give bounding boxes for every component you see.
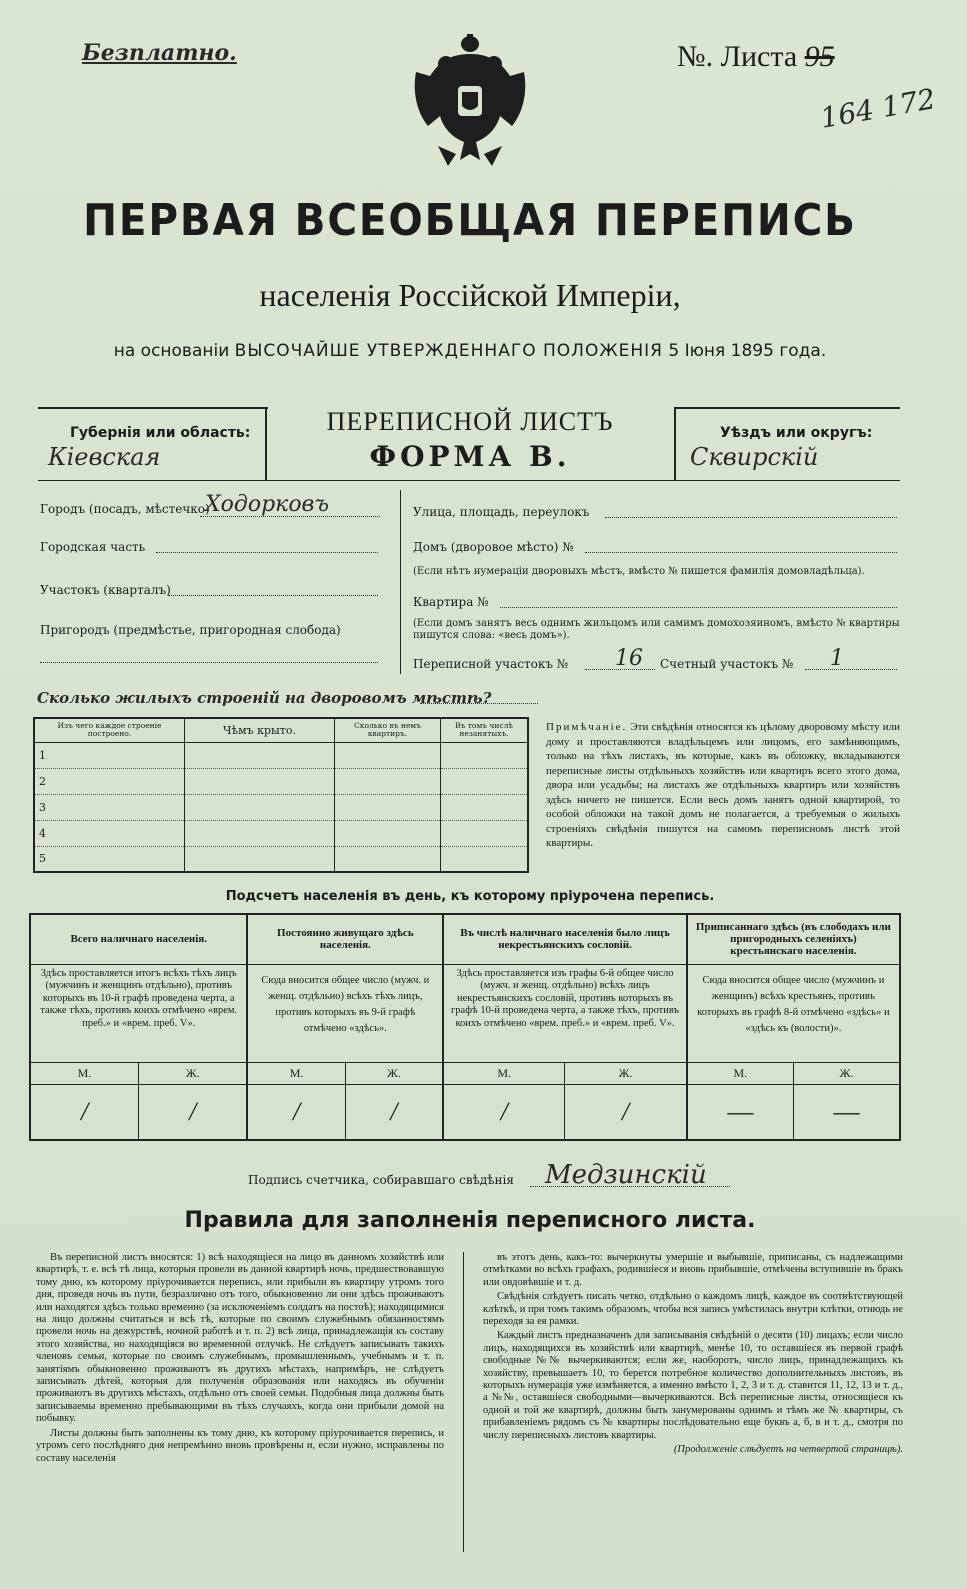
rules-paragraph: Листы должны быть заполнены къ тому дню, къ которому пріурочивается перепись, и утромъ сего послѣдняго дня непремѣнно вновь провѣрены и, если нужно, исправлены по составу населенія [36, 1427, 444, 1464]
sheet-number [677, 40, 835, 74]
buildings-row-number: 2 [34, 768, 185, 794]
rules-paragraph: Въ переписной листъ вносятся: 1) всѣ находящіеся на лицо въ данномъ хозяйствѣ или квартирѣ, т. е. всѣ тѣ лица, которыя провели въ данной квартирѣ ночь, предшествовавшую тому дню, къ которому пріурочивается перепись, или прибыли въ квартиру утромъ того дня, проведя ночь въ пути, безразлично отъ того, обыкновенно ли они здѣсь проживаютъ или находятся здѣсь только временно (за исключеніемъ солдатъ на постоѣ); находящимися на лицо должны считаться и всѣ тѣ, которые по своимъ служебнымъ обязанностямъ провели ночь на дежурствѣ, ночной работѣ и т. п. 2) всѣ лица, принадлежащія къ составу этого хозяйства, но находящіяся во временной отлучкѣ. Не слѣдуетъ записывать такихъ членовъ семьи, которые по своимъ служебнымъ, промышленнымъ, учебнымъ и т. п. занятіямъ обыкновенно проживаютъ въ другихъ мѣстахъ, напримѣръ, не слѣдуетъ записывать дѣтей, которыя для полученія образованія или находясь въ обученіи проживаютъ въ другихъ мѣстахъ, отдѣльно отъ своей семьи. Подобныя лица должны быть записываемы временно пребывающими въ тѣхъ случаяхъ, когда они прибыли домой на побывку. [36, 1252, 444, 1425]
population-m-label: М. [687, 1062, 794, 1084]
rules-right-column [483, 1252, 903, 1459]
house-line [585, 552, 897, 553]
double-headed-eagle-emblem [408, 34, 532, 176]
population-desc-nonpeasant: Здѣсь проставляется изъ графы 6-й общее число (мужч. и женщ. отдѣльно) всѣхъ лицъ некрестьянскихъ сословій, противъ которыхъ въ графѣ 10-й проведена черта, а также тѣхъ, противъ коихъ отмѣчено «врем. преб.» и «врем. преб. V». [443, 964, 687, 1062]
population-value-cell: / [138, 1084, 247, 1140]
population-f-label: Ж. [793, 1062, 900, 1084]
population-desc-resident: Сюда вносится общее число (мужч. и женщ. отдѣльно) всѣхъ тѣхъ лицъ, противъ которыхъ въ 9-й графѣ отмѣчено «здѣсь». [247, 964, 443, 1062]
buildings-note-title: Примѣчаніе. [546, 721, 628, 733]
street-line [605, 517, 897, 518]
population-value-cell: / [247, 1084, 345, 1140]
buildings-row-number: 5 [34, 846, 185, 872]
census-area-line [585, 669, 655, 670]
city-line [200, 516, 380, 517]
rules-continued-note: (Продолженіе слѣдуетъ на четвертой страницѣ). [673, 1444, 903, 1456]
rules-left-column [36, 1252, 444, 1467]
district-value: Сквирскій [690, 443, 819, 471]
basis-prefix: на основаніи [113, 341, 230, 361]
population-m-label: М. [30, 1062, 138, 1084]
population-table [29, 913, 901, 1141]
census-area-value: 16 [615, 646, 643, 671]
count-area-label: Счетный участокъ № [660, 657, 794, 671]
population-value-cell: — [687, 1084, 794, 1140]
population-title: Подсчетъ населенія въ день, къ которому пріурочена перепись. [225, 889, 715, 904]
city-label: Городъ (посадъ, мѣстечко) [40, 502, 210, 516]
buildings-row-number: 1 [34, 742, 185, 768]
population-head-peasant: Приписаннаго здѣсь (въ слободахъ или пригородныхъ селеніяхъ) крестьянскаго населенія. [687, 914, 900, 964]
head-right-divider [674, 407, 676, 481]
population-desc-peasant: Сюда вносится общее число (мужчинъ и женщинъ) всѣхъ крестьянъ, противъ которыхъ въ графѣ 8-й отмѣчено «здѣсь» и «здѣсь къ (волости)». [687, 964, 900, 1062]
city-part-line [156, 552, 378, 553]
signature-label: Подпись счетчика, собиравшаго свѣдѣнія [248, 1173, 514, 1187]
buildings-head-material: Изъ чего каждое строеніе построено. [34, 718, 185, 742]
province-label: Губернія или область: [70, 425, 251, 441]
rules-divider [463, 1252, 464, 1552]
house-label: Домъ (дворовое мѣсто) № [413, 540, 574, 554]
sheet-number-value: 95 [804, 40, 835, 73]
suburb-label: Пригородъ (предмѣстье, пригородная слобода) [40, 623, 341, 637]
apt-label: Квартира № [413, 595, 489, 609]
rules-paragraph: Свѣдѣнія слѣдуетъ писать четко, отдѣльно о каждомъ лицѣ, каждое въ соотвѣтствующей клѣткѣ, и при томъ такимъ образомъ, чтобы вся запись умѣстилась внутри клѣтки, отнюдь не переходя за ея рамки. [483, 1291, 903, 1328]
buildings-head-apartments: Сколько въ немъ квартиръ. [335, 718, 441, 742]
population-f-label: Ж. [565, 1062, 687, 1084]
sheet-number-label: №. Листа [677, 40, 798, 73]
street-label: Улица, площадь, переулокъ [413, 505, 590, 519]
population-value-cell: / [30, 1084, 138, 1140]
province-value: Кіевская [48, 443, 161, 471]
head-left-divider [265, 407, 267, 481]
apt-note: (Если домъ занятъ весь однимъ жильцомъ или самимъ домохозяиномъ, вмѣсто № квартиры пишутся слова: «весь домъ»). [413, 618, 900, 641]
buildings-question: Сколько жилыхъ строеній на дворовомъ мѣстѣ? [37, 689, 492, 707]
population-value-cell: / [565, 1084, 687, 1140]
sheet-title: ПЕРЕПИСНОЙ ЛИСТЪ [326, 407, 614, 436]
buildings-table [33, 717, 529, 873]
buildings-row-number: 4 [34, 820, 185, 846]
form-title: ФОРМА В. [369, 440, 571, 473]
section-line [168, 595, 378, 596]
subtitle: населенія Россійской Имперіи, [259, 277, 681, 313]
buildings-head-roof: Чѣмъ крыто. [185, 718, 335, 742]
basis-date: 5 Іюня 1895 года. [668, 341, 827, 361]
census-area-label: Переписной участокъ № [413, 657, 569, 671]
population-m-label: М. [247, 1062, 345, 1084]
population-head-present: Всего наличнаго населенія. [30, 914, 247, 964]
house-note: (Если нѣтъ нумераціи дворовыхъ мѣстъ, вмѣсто № пишется фамилія домовладѣльца). [413, 566, 865, 577]
main-title: ПЕРВАЯ ВСЕОБЩАЯ ПЕРЕПИСЬ [83, 195, 857, 246]
buildings-note-body: Эти свѣдѣнія относятся къ цѣлому дворовому мѣсту или дому и проставляются владѣльцемъ или лицомъ, его замѣняющимъ, только на тѣхъ листахъ, въ которые, какъ въ обложку, вкладываются переписные листы отдѣльныхъ хозяйствъ или квартиръ всего этого дома, двора или усадьбы; на листахъ же отдѣльныхъ квартиръ или хозяйствъ здѣсь ничего не пишется. Если весь домъ занятъ одной квартирой, то особой обложки на такой домъ не полагается, а требуемыя о жилыхъ строеніяхъ свѣдѣнія пишутся на самомъ переписномъ листѣ этой квартиры. [546, 721, 901, 849]
head-top-rule [38, 407, 268, 409]
head-bottom-rule [38, 480, 900, 481]
apt-line [500, 607, 897, 608]
count-area-line [805, 669, 897, 670]
buildings-note [546, 720, 900, 851]
population-desc-present: Здѣсь проставляется итогъ всѣхъ тѣхъ лицъ (мужчинъ и женщинъ отдѣльно), противъ которыхъ въ 10-й графѣ проведена черта, а также тѣхъ, противъ коихъ отмѣчено «врем. преб.» и «врем. преб. V». [30, 964, 247, 1062]
count-area-value: 1 [830, 646, 844, 671]
population-f-label: Ж. [345, 1062, 443, 1084]
basis-line [0, 341, 940, 361]
population-m-label: М. [443, 1062, 564, 1084]
population-f-label: Ж. [138, 1062, 247, 1084]
suburb-line [40, 662, 378, 663]
population-value-cell: / [443, 1084, 564, 1140]
population-value-cell: / [345, 1084, 443, 1140]
section-label: Участокъ (кварталъ) [40, 583, 171, 597]
sheet-handwritten-number: 164 172 [818, 82, 938, 135]
city-value: Ходорковъ [205, 492, 330, 517]
population-head-nonpeasant: Въ числѣ наличнаго населенія было лицъ некрестьянскихъ сословій. [443, 914, 687, 964]
city-part-label: Городская часть [40, 540, 146, 554]
population-value-cell: — [833, 1096, 860, 1126]
free-label: Безплатно. [82, 40, 237, 66]
signature-value: Медзинскій [545, 1160, 707, 1190]
buildings-question-line [420, 703, 538, 704]
district-label: Уѣздъ или округъ: [720, 425, 873, 441]
rules-paragraph: въ этотъ день, какъ-то: вычеркнуты умершіе и выбывшіе, приписаны, съ надлежащими отмѣтками во всѣхъ графахъ, родившіеся и вновь прибывшіе, отмѣчены вступившіе въ бракъ или овдовѣвшіе и т. д. [483, 1252, 903, 1288]
rules-paragraph: Каждый листъ предназначенъ для записыванія свѣдѣній о десяти (10) лицахъ; если число лицъ, находящихся въ хозяйствѣ или квартирѣ, менѣе 10, то оставшіеся въ первой графѣ свободные №№ вычеркиваются; если же, наоборотъ, число лицъ, принадлежащихъ къ хозяйству, превышаетъ 10, то берется потребное количество дополнительныхъ листовъ, въ которыхъ нумерація уже измѣняется, а именно вмѣсто 1, 2, 3 и т. д. ставится 11, 12, 13 и т. д., а №№, оставшіеся свободными—вычеркиваются. Всѣ переписные листы, относящіеся къ одной и той же квартирѣ, должны быть занумерованы однимъ и тѣмъ же № квартиры, съ прибавленіемъ рядомъ съ № квартиры послѣдовательно еще буквъ а, б, в и т. д., смотря по числу переписныхъ листовъ квартиры. [483, 1330, 903, 1441]
buildings-row-number: 3 [34, 794, 185, 820]
population-head-resident: Постоянно живущаго здѣсь населенія. [247, 914, 443, 964]
buildings-head-vacant: Въ томъ числѣ незанятыхъ. [441, 718, 529, 742]
basis-main: ВЫСОЧАЙШЕ УТВЕРЖДЕННАГО ПОЛОЖЕНІЯ [234, 341, 663, 361]
address-divider [400, 490, 401, 674]
rules-title: Правила для заполненія переписного листа. [184, 1208, 756, 1233]
head-top-rule-right [674, 407, 900, 409]
